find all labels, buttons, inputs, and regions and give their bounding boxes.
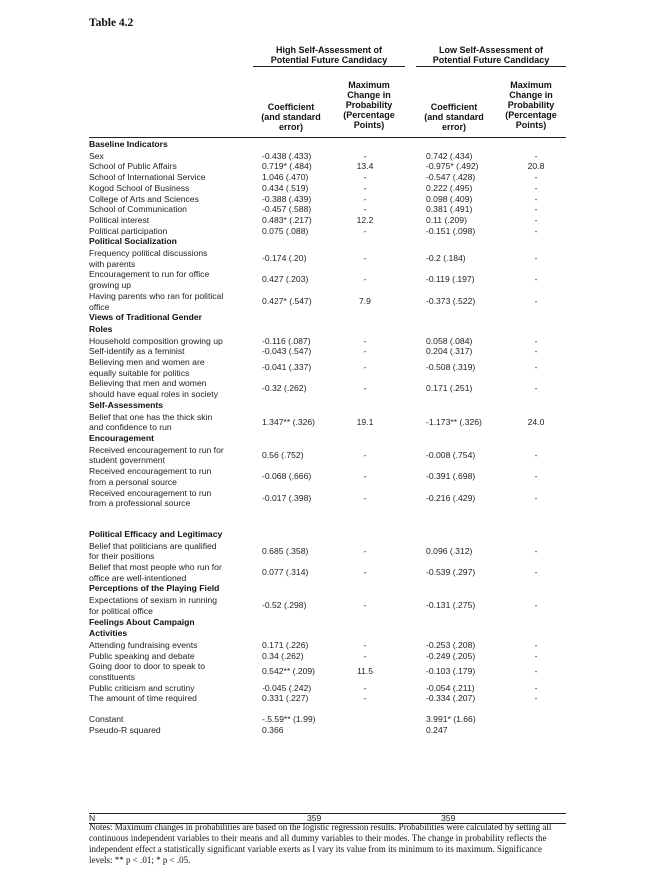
high-max-change-cell: - (363, 650, 367, 661)
low-coefficient-cell: -0.373 (.522) (426, 295, 476, 306)
row-label (89, 194, 251, 205)
high-max-change-cell: 7.9 (359, 295, 371, 306)
row-label-line: office (89, 301, 110, 312)
high-max-change-cell: - (363, 172, 367, 183)
low-max-change-cell: - (534, 182, 538, 193)
row-label-line: Going door to door to speak to (89, 661, 206, 672)
high-max-change-cell: - (363, 383, 367, 394)
n-label: N (89, 813, 96, 823)
high-coefficient-cell: 0.427* (.547) (262, 295, 312, 306)
table-row (89, 693, 565, 704)
row-label (89, 651, 251, 662)
row-label-line: Expectations of sexism in running (89, 595, 218, 606)
row-label-line: Received encouragement to run for (89, 444, 224, 455)
low-coefficient-cell: 0.742 (.434) (426, 150, 473, 161)
low-coefficient-cell: 0.381 (.491) (426, 204, 473, 215)
high-coefficient-cell: -0.52 (.298) (262, 600, 307, 611)
row-label (89, 661, 251, 682)
low-group-header (416, 45, 566, 65)
row-label-line: from a professional source (89, 498, 191, 509)
high-coefficient-cell: -0.116 (.087) (262, 335, 311, 346)
row-label-line: Believing that men and women (89, 378, 207, 389)
high-coefficient-cell: 0.077 (.314) (262, 567, 309, 578)
section-heading: Perceptions of the Playing Field (89, 583, 220, 594)
low-max-change-cell: - (534, 492, 538, 503)
high-max-change-cell: - (363, 639, 367, 650)
high-coefficient-cell: 0.171 (.226) (262, 639, 309, 650)
high-max-change-cell: - (363, 204, 367, 215)
low-coefficient-cell: 0.096 (.312) (426, 545, 473, 556)
low-coefficient-cell: 0.11 (.209) (426, 214, 467, 225)
low-max-change-cell: - (534, 295, 538, 306)
low-max-change-cell: - (534, 193, 538, 204)
n-low: 359 (441, 813, 456, 823)
table-row (89, 194, 565, 205)
high-coef-line-3: error) (278, 122, 303, 132)
high-coefficient-cell: 0.075 (.088) (262, 225, 309, 236)
row-label-line: College of Arts and Sciences (89, 193, 199, 204)
high-coefficient-cell: -0.041 (.337) (262, 362, 312, 373)
row-label-line: growing up (89, 280, 132, 291)
row-label (89, 378, 251, 399)
high-max-change-cell: - (363, 567, 367, 578)
high-max-change-cell: - (363, 253, 367, 264)
high-coefficient-cell: -.5.59** (1.99) (262, 714, 316, 725)
low-coef-line-2: (and standard (424, 112, 484, 122)
high-max-change-cell: 19.1 (356, 416, 374, 427)
section-heading: Activities (89, 628, 128, 639)
high-max-change-cell: 11.5 (356, 666, 374, 677)
low-coefficient-cell: -0.216 (.429) (426, 492, 476, 503)
row-label-line: student government (89, 455, 165, 466)
high-max-change-cell: 12.2 (356, 214, 374, 225)
low-max-change-cell: - (534, 545, 538, 556)
high-coef-header (253, 102, 329, 132)
low-coefficient-cell: 0.204 (.317) (426, 346, 473, 357)
high-coefficient-cell: -0.017 (.398) (262, 492, 312, 503)
high-max-change-cell: - (363, 471, 367, 482)
table-row (89, 215, 565, 226)
high-coefficient-cell: -0.068 (.666) (262, 471, 312, 482)
n-high: 359 (307, 813, 322, 823)
low-coefficient-cell: 0.058 (.084) (426, 335, 473, 346)
table-row (89, 346, 565, 357)
row-label-line: Pseudo-R squared (89, 724, 161, 735)
high-group-line-2: Potential Future Candidacy (270, 55, 388, 65)
high-coefficient-cell: -0.32 (.262) (262, 383, 307, 394)
regression-table (89, 139, 565, 736)
row-label-line: for their positions (89, 551, 155, 562)
high-max-change-cell: - (363, 182, 367, 193)
low-coefficient-cell: -0.151 (.098) (426, 225, 476, 236)
section-heading: Political Efficacy and Legitimacy (89, 528, 223, 539)
low-coefficient-cell: -0.119 (.197) (426, 274, 475, 285)
table-row (89, 151, 565, 162)
low-max-change-cell: - (534, 449, 538, 460)
row-label-line: Belief that politicians are qualified (89, 540, 217, 551)
low-coefficient-cell: -0.975* (.492) (426, 161, 479, 172)
table-row (89, 291, 565, 312)
low-coefficient-cell: -0.054 (.211) (426, 682, 475, 693)
high-coefficient-cell: -0.043 (.547) (262, 346, 312, 357)
table-row (89, 204, 565, 215)
high-coefficient-cell: 0.34 (.262) (262, 650, 304, 661)
low-max-change-cell: - (534, 214, 538, 225)
high-max-change-cell: 13.4 (356, 161, 374, 172)
high-coefficient-cell: -0.388 (.439) (262, 193, 312, 204)
row-label (89, 161, 251, 172)
high-max-change-cell: - (363, 346, 367, 357)
high-coefficient-cell: 0.434 (.519) (262, 182, 309, 193)
high-max-change-cell: - (363, 449, 367, 460)
low-max-change-cell: - (534, 150, 538, 161)
table-row (89, 541, 565, 562)
high-max-change-cell: - (363, 193, 367, 204)
row-label (89, 445, 251, 466)
low-coefficient-cell: 0.247 (426, 724, 448, 735)
row-label-line: Belief that one has the thick skin (89, 411, 213, 422)
high-max-line-4: (Percentage (343, 110, 395, 120)
row-label-line: Public speaking and debate (89, 650, 195, 661)
table-row (89, 562, 565, 583)
low-max-line-4: (Percentage (505, 110, 557, 120)
row-label-line: Kogod School of Business (89, 182, 190, 193)
low-coefficient-cell: -0.131 (.275) (426, 600, 476, 611)
low-group-underline (416, 66, 566, 67)
section-heading: Baseline Indicators (89, 139, 168, 149)
row-label-line: office are well-intentioned (89, 572, 187, 583)
table-row (89, 269, 565, 290)
low-coef-header (416, 102, 492, 132)
table-row (89, 412, 565, 433)
table-row (89, 445, 565, 466)
low-max-change-cell: - (534, 693, 538, 704)
table-row (89, 488, 565, 509)
row-label-line: Political interest (89, 214, 150, 225)
low-group-line-2: Potential Future Candidacy (432, 55, 550, 65)
row-label-line: for political office (89, 605, 153, 616)
row-label (89, 693, 251, 704)
row-label-line: Belief that most people who run for (89, 562, 222, 573)
high-group-header (253, 45, 405, 65)
table-row (89, 714, 565, 725)
row-label-line: Sex (89, 150, 104, 161)
row-label-line: Having parents who ran for political (89, 290, 224, 301)
low-max-change-cell: - (534, 225, 538, 236)
high-max-change-cell: - (363, 545, 367, 556)
high-max-change-cell: - (363, 335, 367, 346)
low-max-change-cell: - (534, 567, 538, 578)
header-rule (89, 137, 566, 138)
high-group-line-1: High Self-Assessment of (275, 45, 383, 55)
row-label-line: School of Public Affairs (89, 161, 177, 172)
table-row (89, 683, 565, 694)
low-max-change-cell: 20.8 (527, 161, 545, 172)
low-max-change-cell: - (534, 274, 538, 285)
high-max-header (334, 80, 404, 130)
low-max-change-cell: - (534, 600, 538, 611)
high-coef-line-1: Coefficient (267, 102, 315, 112)
high-coefficient-cell: 0.719* (.484) (262, 161, 312, 172)
table-row (89, 725, 565, 736)
high-coefficient-cell: -0.457 (.588) (262, 204, 312, 215)
low-max-change-cell: - (534, 639, 538, 650)
low-max-change-cell: - (534, 650, 538, 661)
row-label (89, 412, 251, 433)
low-max-change-cell: - (534, 346, 538, 357)
low-max-change-cell: - (534, 335, 538, 346)
section-heading: Encouragement (89, 432, 154, 443)
section-heading: Political Socialization (89, 236, 177, 247)
row-label (89, 357, 251, 378)
table-row (89, 661, 565, 682)
row-label (89, 248, 251, 269)
high-coefficient-cell: 0.427 (.203) (262, 274, 309, 285)
row-label-line: constituents (89, 672, 135, 683)
row-label (89, 269, 251, 290)
low-group-line-1: Low Self-Assessment of (438, 45, 544, 55)
low-max-line-1: Maximum (510, 80, 552, 90)
row-label (89, 725, 251, 736)
high-coefficient-cell: 0.685 (.358) (262, 545, 309, 556)
row-label (89, 336, 251, 347)
high-max-change-cell: - (363, 362, 367, 373)
high-max-line-2: Change in (347, 90, 391, 100)
low-coefficient-cell: -0.539 (.297) (426, 567, 476, 578)
high-max-line-5: Points) (353, 120, 385, 130)
row-label-line: Received encouragement to run (89, 487, 212, 498)
low-coefficient-cell: -0.103 (.179) (426, 666, 476, 677)
high-coefficient-cell: 0.56 (.752) (262, 449, 304, 460)
low-coefficient-cell: 0.098 (.409) (426, 193, 473, 204)
high-group-underline (253, 66, 405, 67)
row-label (89, 291, 251, 312)
row-label-line: Public criticism and scrutiny (89, 682, 195, 693)
row-label-line: Household composition growing up (89, 335, 223, 346)
table-row (89, 651, 565, 662)
low-max-header (496, 80, 566, 130)
row-label-line: and confidence to run (89, 422, 172, 433)
low-max-change-cell: - (534, 204, 538, 215)
row-label (89, 562, 251, 583)
section-heading: Self-Assessments (89, 399, 164, 410)
table-notes: Notes: Maximum changes in probabilities are based on the logistic regression results. Probabilities were calculated by setting all continuous independent variables to their means and all dummy variables to their modes. The change in probability reflects the independent effect a statistically significant variable exerts as I vary its value from its minimum to its maximum. Significance levels: ** p < .01; * p < .05. (89, 822, 552, 865)
table-row (89, 248, 565, 269)
low-coefficient-cell: -0.334 (.207) (426, 693, 476, 704)
table-row (89, 466, 565, 487)
low-max-line-3: Probability (507, 100, 555, 110)
row-label (89, 204, 251, 215)
row-label-line: with parents (89, 258, 136, 269)
row-label-line: from a personal source (89, 476, 177, 487)
row-label-line: Believing men and women are (89, 357, 205, 368)
row-label-line: Attending fundraising events (89, 639, 198, 650)
row-label (89, 151, 251, 162)
high-coef-line-2: (and standard (261, 112, 321, 122)
row-label-line: Constant (89, 714, 124, 725)
section-heading: Feelings About Campaign (89, 616, 195, 627)
row-label (89, 541, 251, 562)
low-max-change-cell: - (534, 471, 538, 482)
low-coefficient-cell: -0.391 (.698) (426, 471, 476, 482)
row-label-line: equally suitable for politics (89, 367, 190, 378)
high-max-change-cell: - (363, 150, 367, 161)
low-coefficient-cell: 0.222 (.495) (426, 182, 473, 193)
low-max-change-cell: - (534, 362, 538, 373)
row-label (89, 172, 251, 183)
row-label (89, 714, 251, 725)
low-max-change-cell: - (534, 666, 538, 677)
table-row (89, 183, 565, 194)
high-coefficient-cell: -0.438 (.433) (262, 150, 312, 161)
section-heading: Views of Traditional Gender (89, 312, 203, 323)
high-max-line-1: Maximum (348, 80, 390, 90)
low-max-change-cell: - (534, 682, 538, 693)
table-row (89, 357, 565, 378)
high-coefficient-cell: 0.331 (.227) (262, 693, 309, 704)
row-label (89, 595, 251, 616)
table-row (89, 640, 565, 651)
high-coefficient-cell: 1.046 (.470) (262, 172, 309, 183)
high-max-change-cell: - (363, 600, 367, 611)
low-coefficient-cell: -0.508 (.319) (426, 362, 476, 373)
high-max-change-cell: - (363, 492, 367, 503)
low-coefficient-cell: -0.253 (.208) (426, 639, 476, 650)
low-coefficient-cell: -1.173** (.326) (426, 416, 482, 427)
table-row (89, 595, 565, 616)
row-label-line: Received encouragement to run (89, 466, 212, 477)
row-label-line: School of International Service (89, 172, 206, 183)
low-coefficient-cell: -0.2 (.184) (426, 253, 466, 264)
table-row (89, 172, 565, 183)
high-coefficient-cell: 0.542** (.209) (262, 666, 316, 677)
high-coefficient-cell: 1.347** (.326) (262, 416, 316, 427)
low-max-change-cell: - (534, 383, 538, 394)
row-label-line: should have equal roles in society (89, 389, 218, 400)
low-max-change-cell: - (534, 253, 538, 264)
table-row (89, 336, 565, 347)
high-coefficient-cell: -0.174 (.20) (262, 253, 307, 264)
low-max-change-cell: - (534, 172, 538, 183)
row-label (89, 346, 251, 357)
high-max-change-cell: - (363, 693, 367, 704)
row-label (89, 640, 251, 651)
high-max-change-cell: - (363, 225, 367, 236)
row-label-line: School of Communication (89, 204, 187, 215)
row-label (89, 215, 251, 226)
row-label (89, 183, 251, 194)
table-row (89, 226, 565, 237)
low-coefficient-cell: 3.991* (1.66) (426, 714, 476, 725)
table-title: Table 4.2 (89, 17, 134, 29)
row-label (89, 226, 251, 237)
low-max-line-2: Change in (509, 90, 553, 100)
section-spacer (89, 509, 565, 529)
row-label-line: Frequency political discussions (89, 248, 208, 259)
row-label (89, 683, 251, 694)
high-coefficient-cell: 0.366 (262, 724, 284, 735)
row-label-line: The amount of time required (89, 693, 197, 704)
high-max-line-3: Probability (345, 100, 393, 110)
row-label-line: Encouragement to run for office (89, 269, 210, 280)
row-label (89, 488, 251, 509)
low-max-change-cell: 24.0 (527, 416, 545, 427)
high-max-change-cell: - (363, 682, 367, 693)
table-row (89, 161, 565, 172)
high-max-change-cell: - (363, 274, 367, 285)
low-coefficient-cell: 0.171 (.251) (426, 383, 473, 394)
low-coef-line-1: Coefficient (430, 102, 478, 112)
table-row (89, 378, 565, 399)
low-coefficient-cell: -0.547 (.428) (426, 172, 476, 183)
section-spacer (89, 704, 565, 714)
row-label-line: Political participation (89, 225, 168, 236)
high-coefficient-cell: -0.045 (.242) (262, 682, 312, 693)
row-label (89, 466, 251, 487)
low-coefficient-cell: -0.008 (.754) (426, 449, 476, 460)
low-coef-line-3: error) (441, 122, 466, 132)
low-coefficient-cell: -0.249 (.205) (426, 650, 476, 661)
row-label-line: Self-identify as a feminist (89, 346, 185, 357)
high-coefficient-cell: 0.483* (.217) (262, 214, 312, 225)
section-heading: Roles (89, 323, 113, 334)
low-max-line-5: Points) (515, 120, 547, 130)
